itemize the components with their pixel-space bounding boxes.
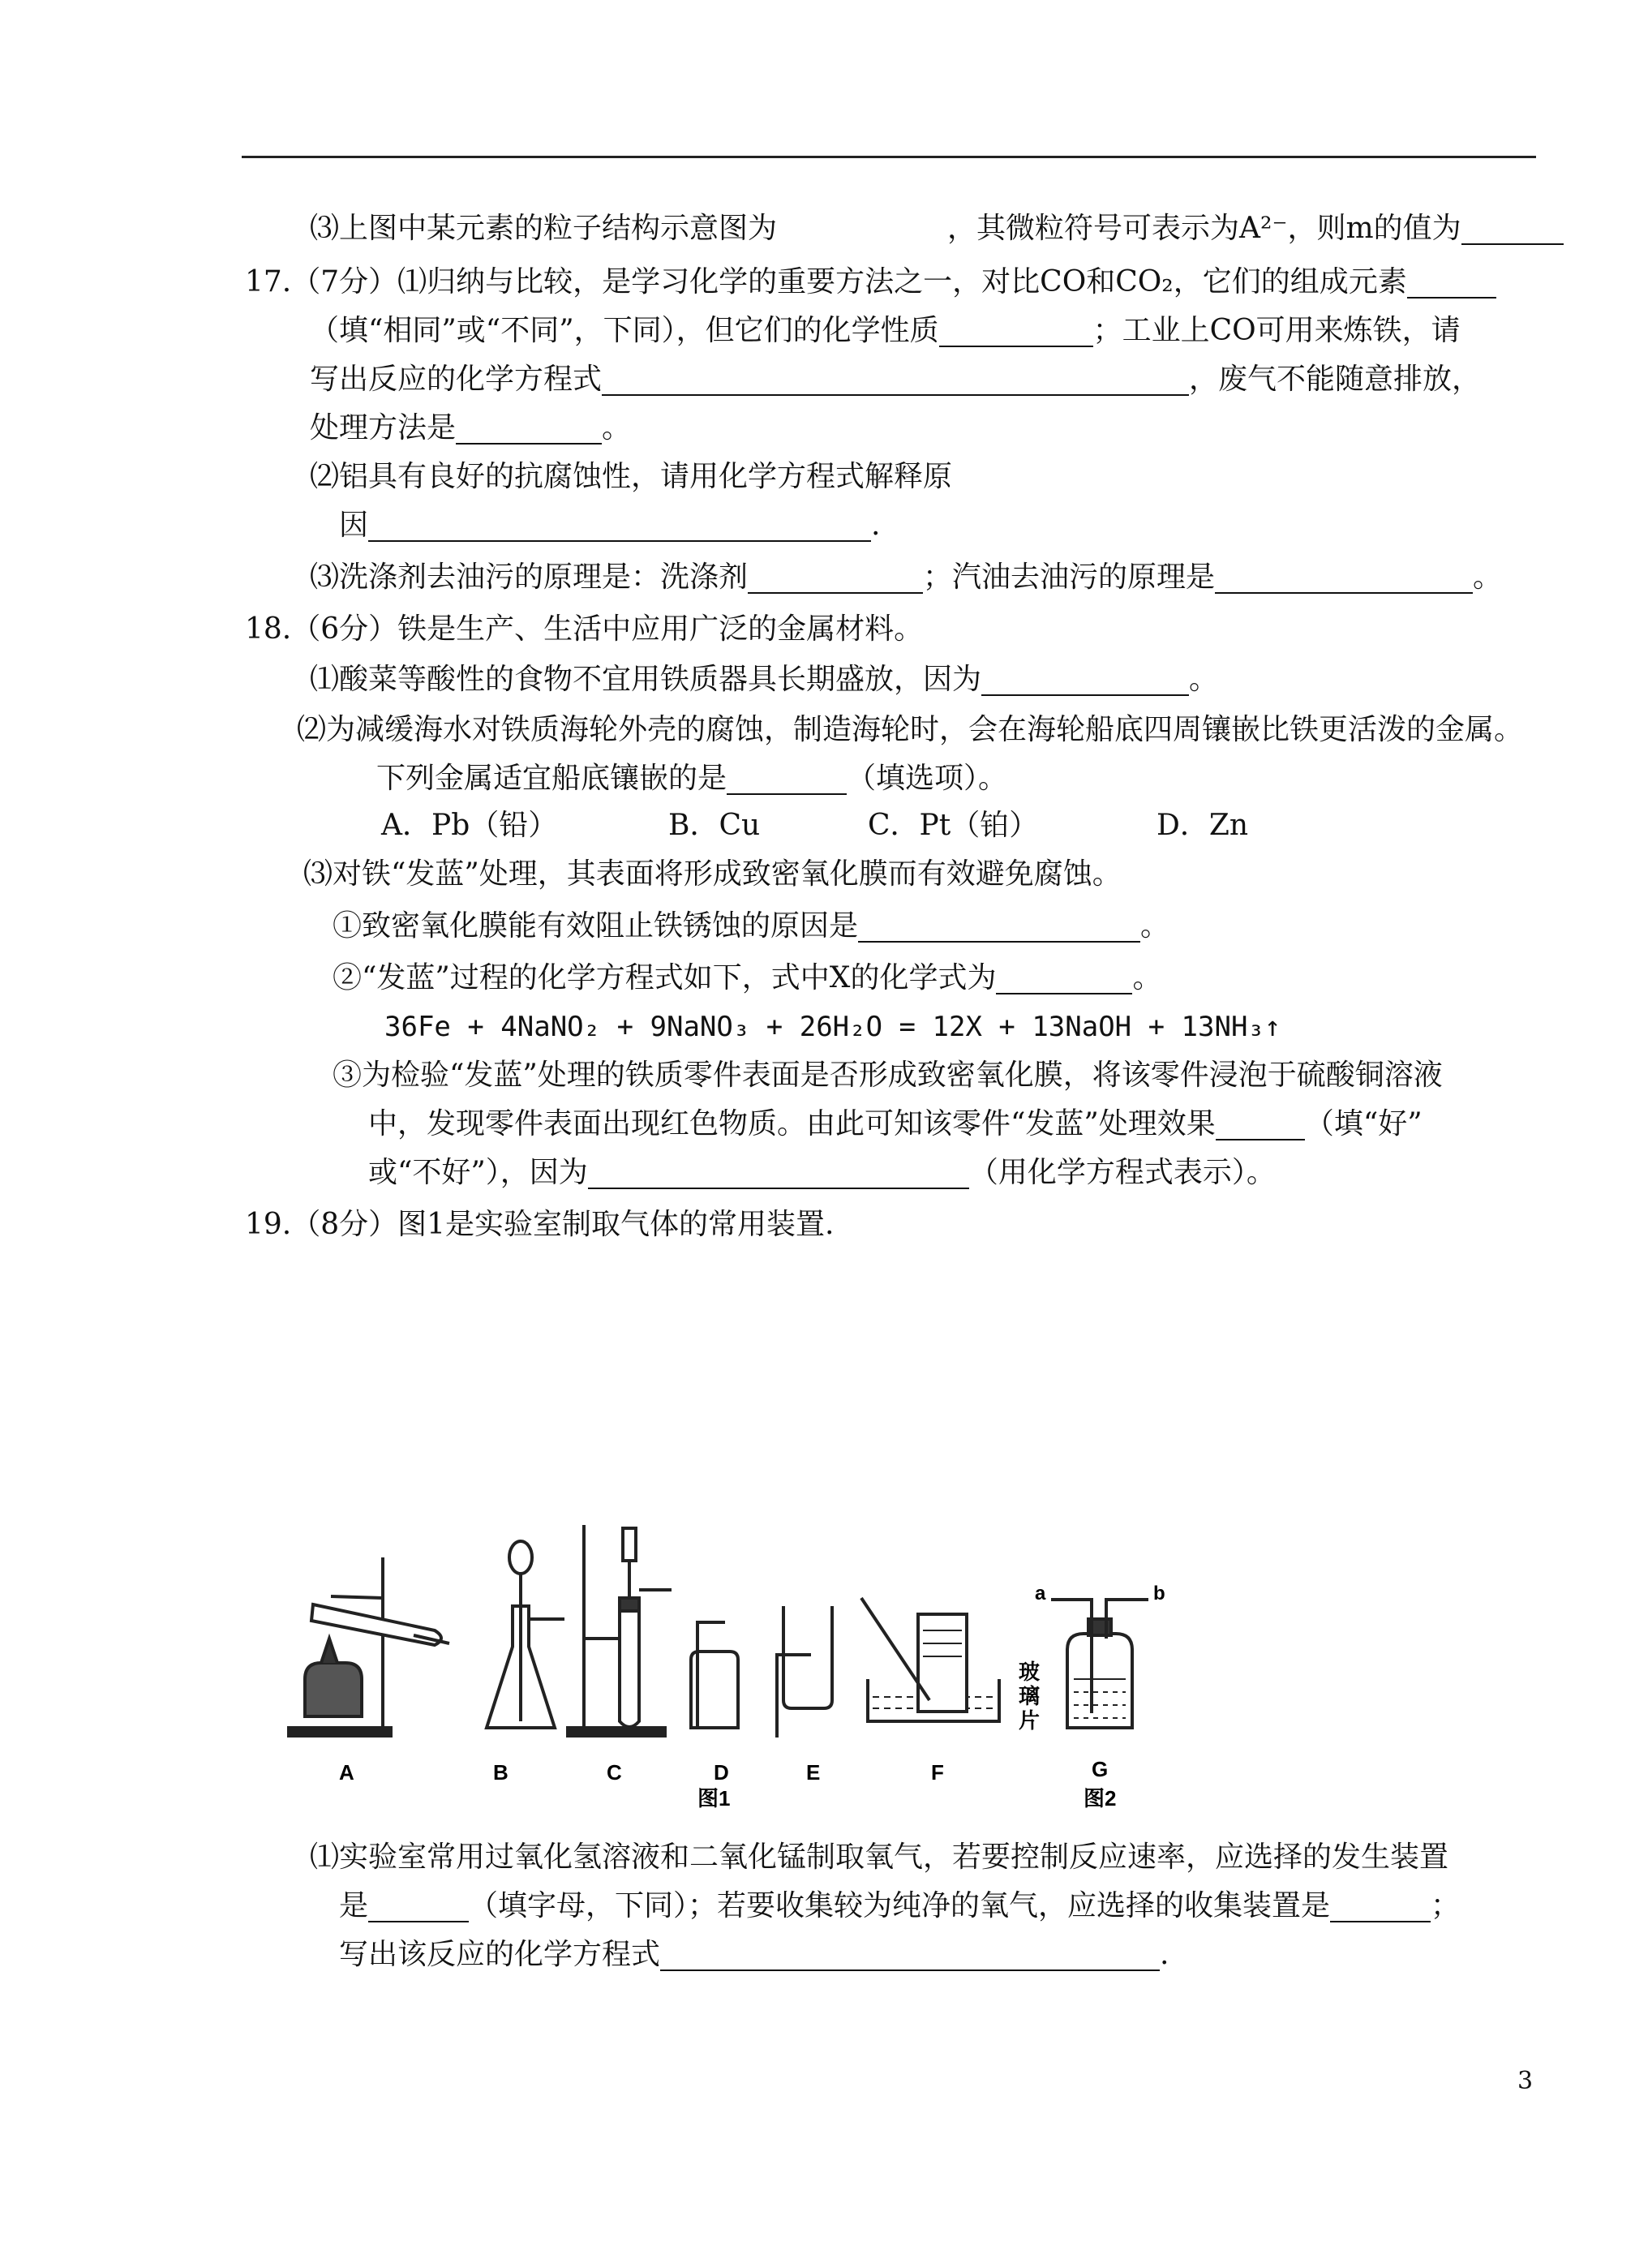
fig1-caption: 图1: [697, 1786, 731, 1811]
answer-blank[interactable]: [858, 913, 1140, 943]
reaction-equation: 36Fe + 4NaNO₂ + 9NaNO₃ + 26H₂O = 12X + 13NaOH + 13NH₃↑: [384, 1011, 1281, 1043]
q19-part1-text-b: 是: [339, 1889, 369, 1922]
fig2-caption: 图2: [1084, 1786, 1117, 1811]
q17-part3: [310, 561, 1502, 594]
q18-sub3-text-e: （用化学方程式表示）。: [968, 1156, 1276, 1189]
q17-part2-text: ⑵铝具有良好的抗腐蚀性，请用化学方程式解释原: [310, 460, 953, 493]
q18-sub3-text-b: 中，发现零件表面出现红色物质。由此可知该零件“发蓝”处理效果: [368, 1107, 1216, 1140]
option-d[interactable]: D．Zn: [1157, 809, 1249, 842]
answer-blank[interactable]: [1461, 216, 1564, 245]
q18-sub2-end: 。: [1132, 961, 1162, 994]
q18-part3: [303, 858, 1122, 891]
q17-line4: [310, 412, 631, 445]
q17-part3-text-c: 。: [1473, 561, 1503, 594]
q17-part3-text-a: ⑶洗涤剂去油污的原理是：洗涤剂: [310, 561, 749, 594]
q18-part3-text: ⑶对铁“发蓝”处理，其表面将形成致密氧化膜而有效避免腐蚀。: [303, 857, 1122, 891]
port-a-label: a: [1035, 1583, 1046, 1604]
apparatus-figure: [276, 1509, 1208, 1825]
q17-part3-text-b: ；汽油去油污的原理是: [923, 561, 1216, 594]
q19-part1-text-d: ；: [1431, 1889, 1461, 1922]
answer-blank[interactable]: [939, 318, 1093, 347]
label-d: D: [714, 1760, 729, 1785]
answer-blank[interactable]: [748, 565, 923, 594]
q17-title: 17.（7分）⑴归纳与比较，是学习化学的重要方法之一，对比CO和CO₂，它们的组成元素: [245, 265, 1407, 299]
page-number: 3: [1517, 2067, 1534, 2095]
port-b-label: b: [1153, 1583, 1165, 1604]
q17-line4-text-a: 处理方法是: [310, 411, 457, 445]
q17-line3: [310, 363, 1481, 396]
q18-sub3: [333, 1059, 1443, 1092]
label-e: E: [806, 1760, 821, 1785]
q18-part2-b: [376, 762, 1007, 795]
q19-part1: [310, 1841, 1448, 1874]
q17-line2-text-a: （填“相同”或“不同”，下同），但它们的化学性质: [310, 314, 939, 347]
q18-part2: [297, 714, 1523, 746]
q18-sub1: [333, 910, 1169, 943]
q18-line1: [245, 613, 923, 646]
q19-title: 19.（8分）图1是实验室制取气体的常用装置.: [245, 1208, 835, 1241]
glass-plate-label-1: 玻: [1019, 1660, 1041, 1684]
q18-sub3-cont2: [368, 1157, 1276, 1189]
q17-part2-text-b: 因: [339, 509, 369, 542]
q18-part2-text-b: 下列金属适宜船底镶嵌的是: [376, 762, 727, 795]
answer-blank[interactable]: [368, 513, 871, 542]
q17-line3-text-a: 写出反应的化学方程式: [310, 363, 603, 396]
q19-part1-cont2: [339, 1939, 1169, 1971]
option-b[interactable]: B．Cu: [668, 809, 761, 842]
answer-blank[interactable]: [1407, 269, 1496, 299]
q19-part1-text-f: .: [1160, 1938, 1169, 1971]
label-a: A: [339, 1760, 354, 1785]
answer-blank[interactable]: [1215, 565, 1473, 594]
answer-blank[interactable]: [1330, 1893, 1431, 1922]
answer-blank[interactable]: [588, 1160, 969, 1189]
apparatus-c: [568, 1525, 672, 1736]
q18-sub1-end: 。: [1140, 909, 1170, 943]
q16-part3-text-a: ⑶上图中某元素的粒子结构示意图为: [310, 212, 778, 245]
option-a[interactable]: A．Pb（铅）: [381, 809, 558, 842]
q19-part1-text-e: 写出该反应的化学方程式: [339, 1938, 661, 1971]
answer-blank[interactable]: [660, 1942, 1160, 1971]
q17-line2-text-b: ；工业上CO可用来炼铁，请: [1092, 314, 1461, 347]
q16-part3: [310, 213, 1564, 245]
apparatus-a: [289, 1557, 449, 1736]
q18-sub3-text-d: 或“不好”），因为: [368, 1156, 588, 1189]
label-c: C: [607, 1760, 622, 1785]
q16-part3-text-b: ，其微粒符号可表示为A²⁻，则m的值为: [947, 212, 1461, 245]
q17-part2-cont: [339, 509, 880, 542]
label-b: B: [493, 1760, 509, 1785]
option-c[interactable]: C．Pt（铂）: [868, 809, 1039, 842]
q19-line1: [245, 1209, 835, 1241]
q18-equation: [384, 1011, 1281, 1043]
q18-part1: [310, 664, 1218, 696]
apparatus-g: [1051, 1600, 1148, 1728]
q17-part2: [310, 461, 952, 493]
q18-sub3-cont: [368, 1108, 1423, 1140]
answer-blank[interactable]: [996, 965, 1132, 994]
q18-options: [381, 810, 1273, 842]
answer-blank[interactable]: [981, 667, 1189, 696]
glass-plate-label-3: 片: [1019, 1708, 1041, 1733]
answer-blank[interactable]: [368, 1893, 469, 1922]
q18-part1-text: ⑴酸菜等酸性的食物不宜用铁质器具长期盛放，因为: [310, 663, 982, 696]
q18-sub3-text-a: ③为检验“发蓝”处理的铁质零件表面是否形成致密氧化膜，将该零件浸泡于硫酸铜溶液: [333, 1059, 1443, 1092]
q17-line3-text-b: ，废气不能随意排放，: [1189, 363, 1482, 396]
q17-line4-text-b: 。: [602, 411, 632, 445]
answer-blank[interactable]: [602, 367, 1189, 396]
apparatus-f: [861, 1598, 999, 1721]
q19-part1-text-c: （填字母，下同）；若要收集较为纯净的氧气，应选择的收集装置是: [469, 1889, 1331, 1922]
label-f: F: [931, 1760, 944, 1785]
header-rule: [242, 156, 1536, 158]
q19-part1-cont: [339, 1890, 1460, 1922]
q18-title: 18.（6分）铁是生产、生活中应用广泛的金属材料。: [245, 612, 924, 646]
q17-line1: [245, 266, 1496, 299]
q18-sub2: [333, 962, 1161, 994]
label-g: G: [1092, 1757, 1109, 1781]
q17-line2: [310, 315, 1461, 347]
apparatus-b: [487, 1541, 564, 1728]
answer-blank[interactable]: [456, 415, 602, 445]
apparatus-d: [691, 1622, 738, 1728]
q18-sub2-text: ②“发蓝”过程的化学方程式如下，式中X的化学式为: [333, 961, 997, 994]
q18-part1-end: 。: [1189, 663, 1219, 696]
q18-sub3-text-c: （填“好”: [1304, 1107, 1423, 1140]
answer-blank[interactable]: [727, 766, 847, 795]
answer-blank[interactable]: [1216, 1111, 1305, 1140]
glass-plate-label-2: 璃: [1019, 1684, 1041, 1708]
q18-part2-text: ⑵为减缓海水对铁质海轮外壳的腐蚀，制造海轮时，会在海轮船底四周镶嵌比铁更活泼的金属。: [297, 713, 1524, 746]
q18-part2-text-c: （填选项）。: [847, 762, 1008, 795]
apparatus-e: [777, 1606, 832, 1738]
q19-part1-text-a: ⑴实验室常用过氧化氢溶液和二氧化锰制取氧气，若要控制反应速率，应选择的发生装置: [310, 1841, 1449, 1874]
q17-part2-text-c: .: [871, 509, 881, 542]
q18-sub1-text: ①致密氧化膜能有效阻止铁锈蚀的原因是: [333, 909, 859, 943]
